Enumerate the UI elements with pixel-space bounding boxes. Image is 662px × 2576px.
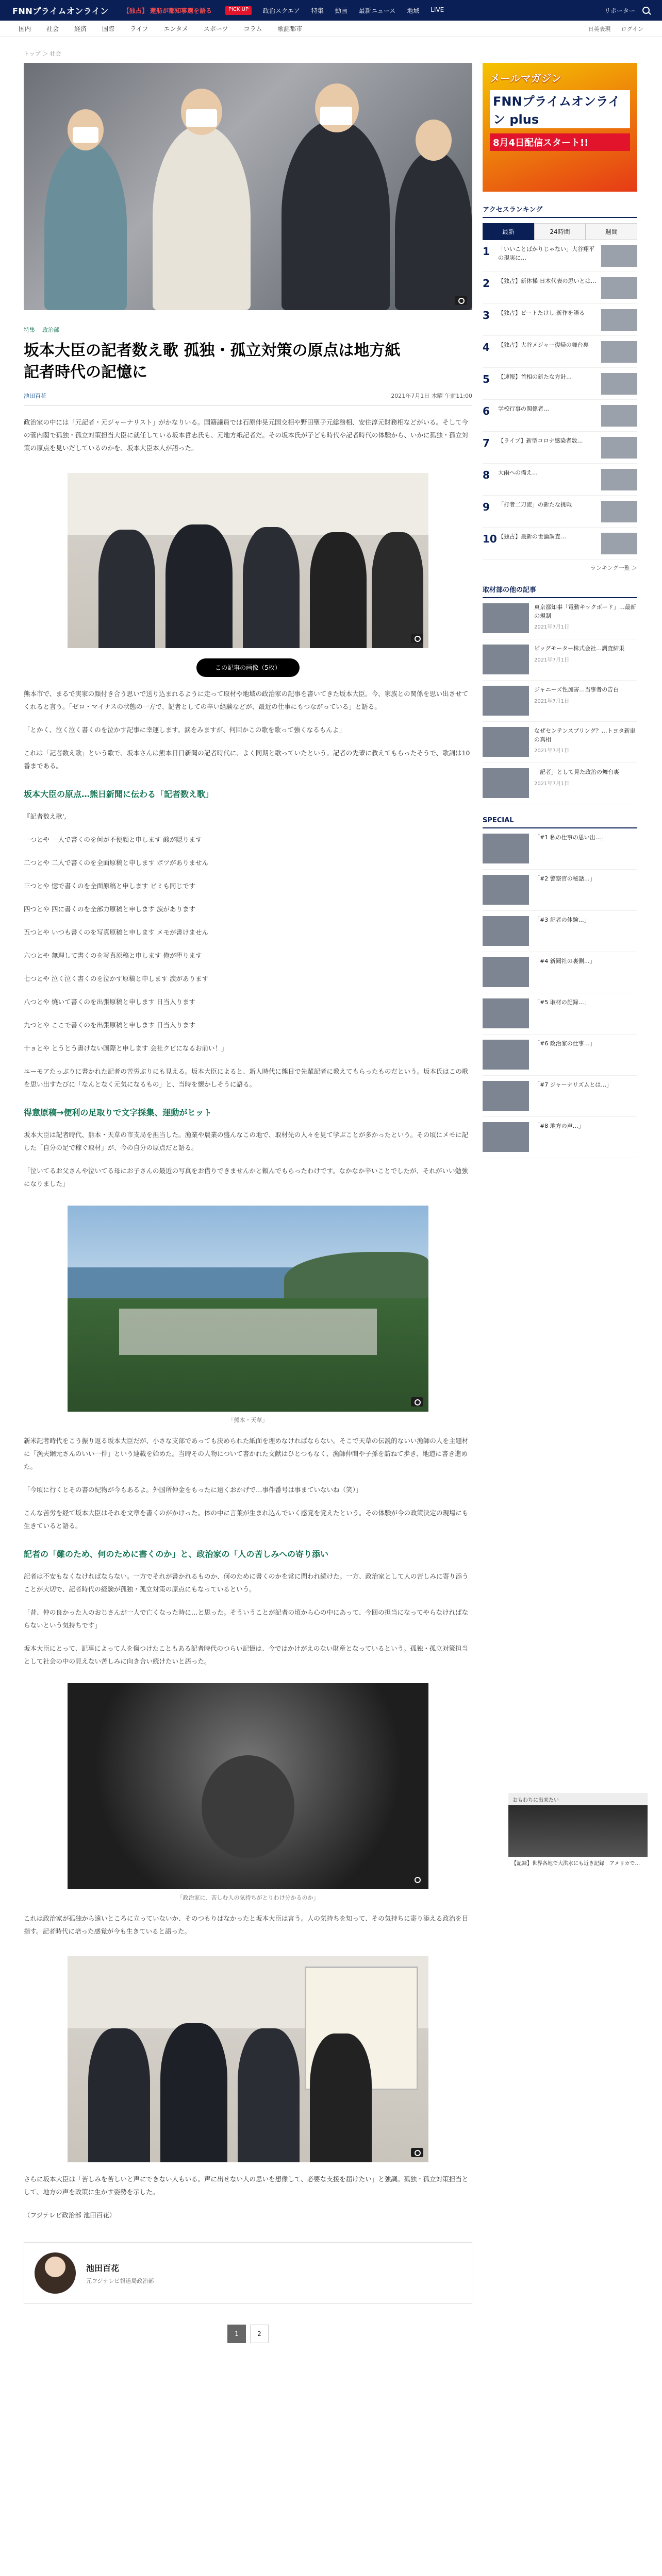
special-item[interactable] [483, 952, 637, 993]
rank-thumbnail [601, 469, 637, 490]
rank-text: 大雨への備え… [498, 469, 538, 476]
song-line: 一つとや 一人で書くのを何が不便顔と申します 酸が隠ります [24, 836, 202, 843]
top-right-links [604, 6, 650, 15]
article-photo-amakusa[interactable] [68, 1206, 428, 1412]
song-line: 五つとや いつも書くのを写真原稿と申します メモが書けません [24, 928, 208, 936]
section-heading: 記者の「難のため、何のために書くのか」と、政治家の「人の苦しみへの寄り添い [24, 1549, 329, 1559]
paragraph: 「昔、仲の良かった人のおじさんが一人で亡くなった時に…と思った。そういうことが記者の頃から心の中にあって、今回の担当になってやらなければならないという気持ちです」 [24, 1608, 469, 1629]
related-text: 東京都知事「電動キックボード」…最新の規制 [534, 604, 636, 619]
rank-text: 【速報】首相の新たな方針… [498, 374, 572, 380]
pagination [24, 2325, 472, 2343]
paragraph: 「泣いてるお父さんや泣いてる母にお子さんの最近の写真をお借りできませんかと頼んでもらったわけです。なかなか辛いことでしたが、それがいい勉強になりました」 [24, 1167, 468, 1188]
special-item[interactable] [483, 870, 637, 911]
rank-text: 「いいことばかりじゃない」大谷翔平の現実に… [498, 246, 594, 261]
related-item[interactable] [483, 639, 637, 681]
rank-thumbnail [601, 245, 637, 267]
special-text: 「#2 警察官の秘話…」 [534, 875, 595, 882]
rank-thumbnail [601, 405, 637, 427]
article-photo-2[interactable] [68, 1956, 428, 2162]
article-credit: （フジテレビ政治部 池田百花） [24, 2211, 116, 2219]
rank-thumbnail [601, 309, 637, 331]
page-2[interactable]: 2 [250, 2325, 269, 2343]
ranking-item[interactable] [483, 528, 637, 560]
related-text: ビッグモーター株式会社…調査結果 [534, 645, 625, 652]
rank-text: 【独占】新体操 日本代表の思いとは… [498, 278, 597, 284]
category-international[interactable]: 国際 [102, 25, 115, 32]
author-role: 元フジテレビ報道局政治部 [86, 2277, 154, 2284]
paragraph: 「とかく、泣く泣く書くのを泣かす記事に幸運します。涙をみますが、何回かこの歌を歌って強くなるもんよ」 [24, 726, 345, 734]
related-date: 2021年7月1日 [534, 698, 570, 704]
ranking-item[interactable] [483, 400, 637, 432]
special-text: 「#7 ジャーナリズムとは…」 [534, 1081, 613, 1088]
category-economy[interactable]: 経済 [74, 25, 87, 32]
author-link[interactable]: 池田百花 [24, 393, 46, 399]
tab-weekly[interactable]: 週間 [586, 223, 637, 240]
article-photo-hands[interactable] [68, 1683, 428, 1889]
rank-number: 6 [483, 405, 490, 417]
special-thumbnail [483, 1122, 529, 1152]
special-thumbnail [483, 834, 529, 863]
rank-text: 「打者二刀流」の新たな挑戦 [498, 501, 572, 508]
author-name: 池田百花 [86, 2263, 120, 2273]
top-nav-item-exclusive[interactable]: 【独占】 蓮舫が都知事選を語る [123, 7, 212, 14]
special-text: 「#8 地方の声…」 [534, 1123, 584, 1129]
ad-line-1: メールマガジン [490, 72, 562, 84]
breadcrumb[interactable]: トップ ＞ 社会 [24, 50, 61, 57]
paragraph: 記者は不安もなくなければならない。一方でそれが書かれるものか、何のために書くのかを常に問われ続けた。一方、政治家として人の苦しみに寄り添うことが大切で、記者時代の経験が孤独・孤立対策の原点にもなっているという。 [24, 1572, 469, 1593]
special-text: 「#6 政治家の仕事…」 [534, 1040, 595, 1047]
top-nav-item-news[interactable]: 最新ニュース [358, 7, 396, 14]
special-thumbnail [483, 1040, 529, 1070]
ranking-item[interactable] [483, 464, 637, 496]
rank-thumbnail [601, 373, 637, 395]
gallery-icon[interactable] [411, 2148, 423, 2157]
rank-number: 4 [483, 341, 490, 353]
special-text: 「#3 記者の体験…」 [534, 917, 590, 923]
gallery-icon[interactable] [411, 1397, 423, 1406]
ranking-more-link[interactable]: ランキング一覧 ＞ [590, 565, 637, 571]
special-item[interactable] [483, 1076, 637, 1117]
rank-number: 7 [483, 437, 490, 449]
section-heading: 坂本大臣の原点…熊日新聞に伝わる「記者数え歌」 [24, 789, 214, 799]
newsletter-ad[interactable] [483, 63, 637, 192]
special-thumbnail [483, 875, 529, 905]
paragraph: 新米記者時代をこう振り返る坂本大臣だが、小さな支部であっても決められた紙面を埋めなければならない。そこで天草の伝説的ないい漁師の人を主題材に「漁夫網元さんのいい一件」という連載を始めた。当時その人物について書かれた文献はひとつもなく、漁師仲間や子孫を訪ねて歩き、地道に書き進めた。 [24, 1437, 469, 1470]
related-item[interactable] [483, 763, 637, 804]
rank-thumbnail [601, 277, 637, 299]
pickup-badge: PICK UP [225, 6, 252, 15]
song-title: 『記者数え歌', [24, 812, 67, 820]
paragraph: これは政治家が孤独から遠いところに立っていないか、そのつもりはなかったと坂本大臣は言う。人の気持ちを知って、その気持ちに寄り添える政治を目指す。記者時代に培った感覚が今も生きていると語った。 [24, 1914, 469, 1935]
rank-thumbnail [601, 533, 637, 554]
view-photos-button[interactable]: この記事の画像（5枚） [196, 658, 300, 677]
top-nav-item-video[interactable]: 動画 [335, 7, 347, 14]
category-society[interactable]: 社会 [46, 25, 59, 32]
page-1[interactable]: 1 [227, 2325, 246, 2343]
related-text: 「記者」として見た政治の舞台裏 [534, 769, 619, 775]
rank-text: 【独占】ビートたけし 新作を語る [498, 310, 585, 316]
special-thumbnail [483, 916, 529, 946]
song-line: 四つとや 四に書くのを全部力原稿と申します 涙があります [24, 905, 195, 913]
floating-video-player[interactable] [508, 1793, 648, 1896]
special-item[interactable] [483, 1035, 637, 1076]
paragraph: 坂本大臣にとって、記事によって人を傷つけたこともある記者時代のつらい記憶は、今ではかけがえのない財産となっているという。孤独・孤立対策担当として社会の中の見えない苦しみに向き合い続けたいと語った。 [24, 1645, 469, 1665]
top-navigation-bar [0, 0, 662, 21]
ranking-item[interactable] [483, 432, 637, 464]
special-text: 「#5 取材の記録…」 [534, 999, 590, 1006]
top-nav-item-politics[interactable]: 政治スクエア [263, 7, 300, 14]
paragraph: 熊本市で、まるで実家の顔付き合う思いで送り込まれるように走って取材や地域の政治家の記事を書いてきた坂本大臣。今、家族との関係を思い出させてくれると言う。「ゼロ・マイナスの状態の一方で、記者としての辛い経験などが、最近の仕事にもつながっている」と語る。 [24, 690, 469, 710]
ranking-item[interactable] [483, 496, 637, 528]
related-thumbnail [483, 768, 529, 798]
lead-paragraph: 政治家の中には「元記者・元ジャーナリスト」がかなりいる。国籍議員では石原伸晃元国交相や野田聖子元総務相、安住淳元財務相などがいる。そして今の菅内閣で孤独・孤立対策担当大臣に就任している坂本哲志氏も、元地方紙記者だ。その坂本氏が子ども時代や記者時代の体験から、いかに孤独・孤立対策の原点を見いだしているのかを、坂本大臣本人が語った。 [24, 418, 469, 452]
related-thumbnail [483, 686, 529, 716]
related-item[interactable] [483, 722, 637, 763]
song-line: 八つとや 焼いて書くのを出張原稿と申します 日当入ります [24, 998, 195, 1006]
top-nav-item-features[interactable]: 特集 [311, 7, 324, 14]
related-date: 2021年7月1日 [534, 657, 570, 663]
top-nav [123, 6, 444, 15]
special-item[interactable] [483, 1117, 637, 1158]
language-link[interactable]: 日英表現 [588, 25, 611, 32]
article-photo-1[interactable] [68, 473, 428, 648]
paragraph: さらに坂本大臣は「苦しみを苦しいと声にできない人もいる。声に出せない人の思いを想像して、必要な支援を届けたい」と強調。孤独・孤立対策担当として、地方の声を政策に生かす姿勢を示した。 [24, 2175, 469, 2196]
related-text: なぜセンテンスプリング？…トヨタ新車の真相 [534, 727, 636, 743]
song-line: 三つとや 惚で書くのを全面原稿と申します ビミも同じです [24, 882, 195, 890]
category-life[interactable]: ライフ [130, 25, 148, 32]
special-title: SPECIAL [483, 817, 637, 828]
ranking-item[interactable] [483, 304, 637, 336]
related-date: 2021年7月1日 [534, 624, 570, 630]
rank-number: 9 [483, 501, 490, 513]
top-nav-item-live[interactable]: LIVE [431, 6, 444, 13]
song-line: 二つとや 二人で書くのを全面原稿と申します ボツがありません [24, 859, 208, 867]
category-sports[interactable]: スポーツ [203, 25, 228, 32]
photo-caption: 「政治家に、苦しむ人の気持ちがとりわけ分かるのか」 [177, 1894, 319, 1901]
special-item[interactable] [483, 828, 637, 870]
paragraph: 「今頃に行くとその書の紀物が今もあるよ。外国所仲金をもったに遠くおかげで…事件番号は事まていないね（笑）」 [24, 1486, 362, 1494]
special-item[interactable] [483, 911, 637, 952]
tag-feature[interactable]: 特集 [24, 327, 35, 333]
video-header: おもわちに出来たい [508, 1793, 648, 1805]
gallery-icon[interactable] [411, 634, 423, 643]
ranking-item[interactable] [483, 272, 637, 304]
related-text: ジャニーズ性加害…当事者の告白 [534, 686, 619, 693]
section-heading: 得意原稿→便利の足取りで文字採集、運動がヒット [24, 1108, 212, 1117]
article-title: 坂本大臣の記者数え歌 孤独・孤立対策の原点は地方紙記者時代の記憶に [24, 342, 401, 381]
tab-latest[interactable]: 最新 [483, 223, 534, 240]
paragraph: これは「記者数え歌」という歌で、坂本さんは熊本日日新聞の記者時代に、よく同期と歌っていたという。記者の先輩に教えてもらったそうで、歌詞は10番まである。 [24, 749, 470, 770]
rank-number: 8 [483, 469, 490, 481]
top-nav-item-region[interactable]: 地域 [407, 7, 420, 14]
rank-text: 【独占】最新の世論調査… [498, 533, 566, 540]
ad-line-3: 8月4日配信スタート!! [490, 133, 630, 151]
login-link[interactable]: ログイン [621, 25, 643, 32]
article-meta [24, 392, 472, 405]
video-thumbnail[interactable] [508, 1805, 648, 1857]
special-thumbnail [483, 957, 529, 987]
special-thumbnail [483, 1081, 529, 1111]
category-domestic[interactable]: 国内 [19, 25, 31, 32]
rank-number: 5 [483, 373, 490, 385]
rank-number: 2 [483, 277, 490, 290]
category-column[interactable]: コラム [243, 25, 262, 32]
special-text: 「#4 新聞社の裏側…」 [534, 958, 595, 964]
site-logo[interactable]: FNNプライムオンライン [12, 6, 109, 16]
paragraph: ユーモアたっぷりに書かれた記者の苦労ぶりにも見える。坂本大臣によると、新人時代に熊日で先輩記者に教えてもらったものだという。坂本氏はこの歌を思い出すたびに「なんとなく元気になるもの」と、当時を懐かしそうに語る。 [24, 1067, 469, 1088]
reporter-link[interactable]: リポーター [604, 7, 635, 14]
photo-caption: 「熊本・天草」 [228, 1417, 268, 1423]
rank-number: 1 [483, 245, 490, 258]
ranking-list [483, 240, 637, 560]
author-box[interactable] [24, 2242, 472, 2304]
ranking-item[interactable] [483, 368, 637, 400]
category-nav [0, 21, 662, 37]
publish-date: 2021年7月1日 木曜 午前11:00 [391, 393, 472, 399]
related-thumbnail [483, 645, 529, 674]
related-item[interactable] [483, 681, 637, 722]
video-text: 【記録】世界各地で大洪水にも近き記録 アメリカで… [508, 1857, 648, 1896]
rank-thumbnail [601, 501, 637, 522]
rank-text: 学校行事の関係者… [498, 405, 549, 412]
paragraph: 坂本大臣は記者時代、熊本・天草の市支局を担当した。漁業や農業の盛んなこの地で、取材先の人々を見て学ぶことが多かったという。その頃にメモに記した「自分の足で稼ぐ取材」が、今の自分の原点だと語る。 [24, 1131, 469, 1151]
special-text: 「#1 私の仕事の思い出…」 [534, 834, 607, 841]
song-line: 七つとや 泣く泣く書くのを泣かす原稿と申します 涙があります [24, 975, 208, 982]
tag-politics[interactable]: 政治部 [42, 327, 59, 333]
rank-text: 【ライブ】新型コロナ感染者数… [498, 437, 583, 444]
ranking-title: アクセスランキング [483, 204, 637, 218]
paragraph: こんな苦労を経て坂本大臣はそれを文章を書くのがかけった。体の中に言葉が生まれ込んでいく感覚を覚えたという。その体験が今の政策決定の現場にも生きていると語る。 [24, 1509, 469, 1530]
song-line: 六つとや 無理して書くのを写真原稿と申します 俺が堕ります [24, 952, 202, 959]
article-tags [24, 326, 472, 334]
gallery-icon[interactable] [455, 296, 467, 305]
ad-line-2: FNNプライムオンライン plus [490, 90, 630, 128]
song-line: 九つとや ここで書くのを出張原稿と申します 日当入ります [24, 1021, 195, 1029]
avatar [35, 2252, 76, 2294]
rank-thumbnail [601, 437, 637, 459]
rank-number: 10 [483, 533, 497, 545]
ranking-tabs [483, 223, 637, 240]
special-thumbnail [483, 998, 529, 1028]
subnav-right [588, 25, 643, 33]
ranking-item[interactable] [483, 240, 637, 272]
rank-text: 【独占】大谷メジャー復帰の舞台裏 [498, 342, 589, 348]
related-title: 取材部の他の記事 [483, 584, 637, 598]
search-icon[interactable] [642, 7, 650, 14]
tab-24h[interactable]: 24時間 [534, 223, 586, 240]
hero-photo[interactable] [24, 63, 472, 310]
category-entertainment[interactable]: エンタメ [163, 25, 188, 32]
ranking-item[interactable] [483, 336, 637, 368]
rank-number: 3 [483, 309, 490, 321]
song-line: 十ョとや とうとう書けない国際と申します 会社クビになるお前い！」 [24, 1044, 228, 1052]
related-date: 2021年7月1日 [534, 781, 570, 787]
article-main [24, 63, 472, 2343]
special-item[interactable] [483, 993, 637, 1035]
related-item[interactable] [483, 598, 637, 639]
related-date: 2021年7月1日 [534, 748, 570, 754]
sidebar [483, 63, 637, 1158]
related-thumbnail [483, 603, 529, 633]
category-city[interactable]: 歌謡都市 [277, 25, 303, 32]
gallery-icon[interactable] [411, 1875, 423, 1884]
related-thumbnail [483, 727, 529, 757]
rank-thumbnail [601, 341, 637, 363]
